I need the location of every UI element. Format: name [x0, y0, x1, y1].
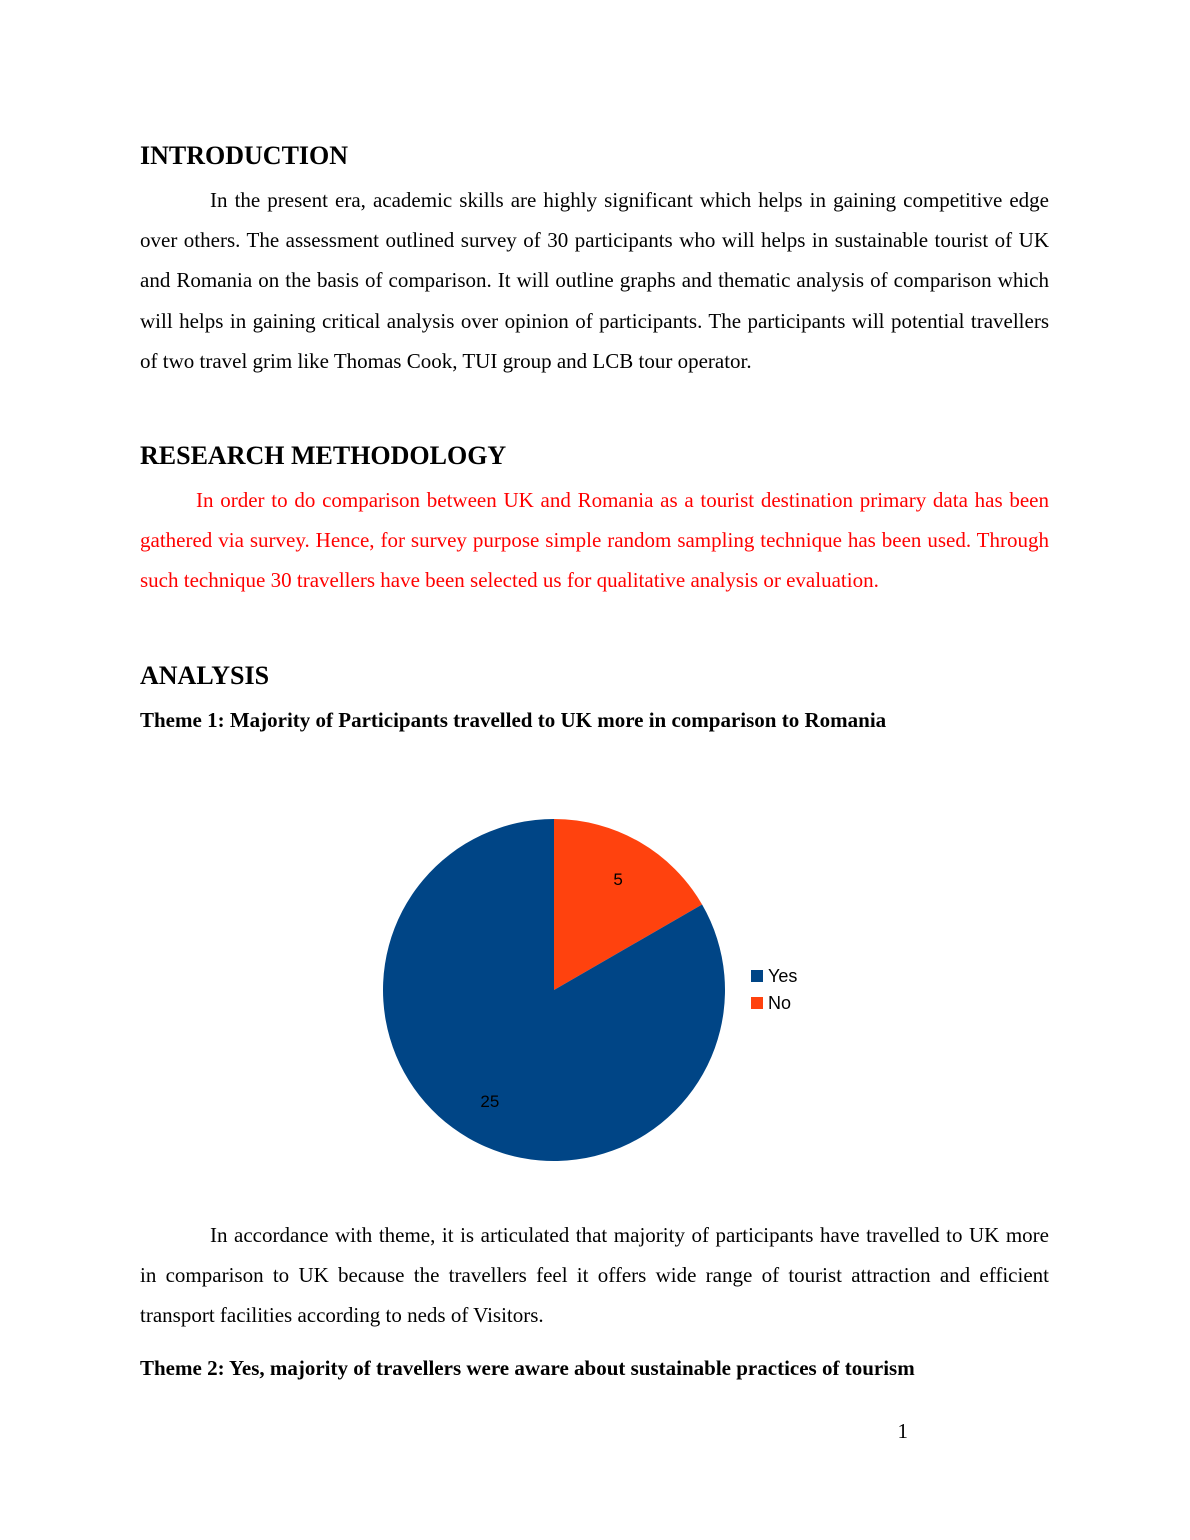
legend-swatch-no: [751, 997, 763, 1009]
introduction-paragraph: In the present era, academic skills are highly significant which helps in gaining competitive edge over others. The assessment outlined survey of 30 participants who will helps in sustainable tourist of UK and Romania on the basis of comparison. It will outline graphs and thematic analysis of comparison which will helps in gaining critical analysis over opinion of participants. The participants will potential travellers of two travel grim like Thomas Cook, TUI group and LCB tour operator.: [140, 188, 1049, 373]
methodology-heading: RESEARCH METHODOLOGY: [140, 441, 507, 470]
pie-label-yes: 25: [480, 1092, 500, 1112]
chart-legend: [751, 966, 797, 1013]
pie-chart: [370, 800, 830, 1180]
legend-swatch-yes: [751, 970, 763, 982]
pie-label-no: 5: [613, 869, 623, 889]
theme2-heading: Theme 2: Yes, majority of travellers were aware about sustainable practices of tourism: [140, 1356, 915, 1380]
introduction-heading: INTRODUCTION: [140, 141, 349, 170]
analysis-heading: ANALYSIS: [140, 661, 270, 690]
methodology-paragraph: In order to do comparison between UK and Romania as a tourist destination primary data has been gathered via survey. Hence, for survey purpose simple random sampling technique has been used. Through such technique 30 travellers have been selected us for qualitative analysis or evaluation.: [140, 488, 1049, 593]
legend-label-no: No: [768, 993, 792, 1013]
legend-label-yes: Yes: [768, 966, 798, 986]
pie-slices: [383, 819, 725, 1161]
theme1-paragraph: In accordance with theme, it is articulated that majority of participants have travelled to UK more in comparison to UK because the travellers feel it offers wide range of tourist attraction and efficient transport facilities according to neds of Visitors.: [140, 1223, 1049, 1328]
document-page: [140, 0, 1049, 1540]
theme1-heading: Theme 1: Majority of Participants travelled to UK more in comparison to Romania: [140, 708, 887, 732]
page-number: 1: [897, 1419, 908, 1443]
